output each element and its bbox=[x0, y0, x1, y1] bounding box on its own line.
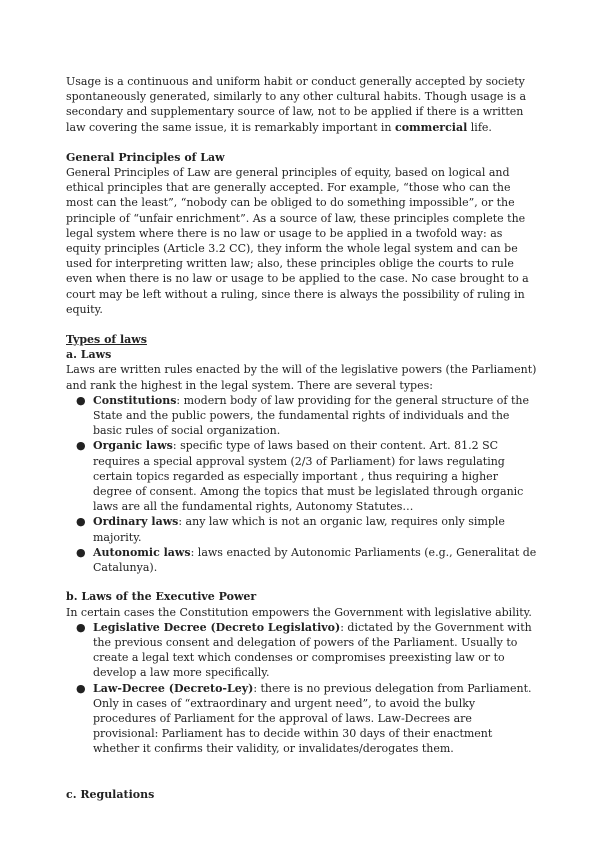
list-item bbox=[76, 393, 540, 439]
list-item-term: Autonomic laws bbox=[93, 545, 191, 559]
list-item-term: Constitutions bbox=[93, 393, 177, 407]
regulations-subheading: c. Regulations bbox=[66, 787, 155, 801]
list-item-term: Organic laws bbox=[93, 439, 173, 453]
bullet-icon: ● bbox=[76, 393, 86, 407]
bullet-icon: ● bbox=[76, 515, 86, 529]
executive-subheading: b. Laws of the Executive Power bbox=[66, 590, 257, 604]
laws-subheading: a. Laws bbox=[66, 348, 112, 362]
usage-paragraph bbox=[66, 74, 540, 135]
list-item bbox=[76, 438, 540, 514]
general-principles-heading: General Principles of Law bbox=[66, 150, 225, 164]
list-item-term: Ordinary laws bbox=[93, 515, 179, 529]
usage-text-end: life. bbox=[467, 120, 492, 134]
list-item-text: : modern body of law providing for the general structure of the State and the public powers, the fundamental rights of individuals and the basic rules of social organization. bbox=[93, 393, 529, 438]
list-item bbox=[76, 545, 540, 575]
list-item-text: : dictated by the Government with the previous consent and delegation of powers of the Parliament. Usually to create a legal text which condenses or compromises preexisting law or to develop a law more specifically. bbox=[93, 620, 532, 680]
list-item bbox=[76, 514, 540, 544]
list-item-text: : specific type of laws based on their content. Art. 81.2 SC requires a special approval system (2/3 of Parliament) for laws regulating certain topics regarded as especially important , thus requiring a higher degree of consent. Among the topics that must be legislated through organic laws are all the fundamental rights, Autonomy Statutes… bbox=[93, 439, 524, 514]
list-item-term: Legislative Decree (Decreto Legislativo) bbox=[93, 620, 341, 634]
executive-list bbox=[66, 620, 540, 757]
laws-intro: Laws are written rules enacted by the will of the legislative powers (the Parliament) and rank the highest in the legal system. There are several types: bbox=[66, 363, 537, 392]
bullet-icon: ● bbox=[76, 439, 86, 453]
types-of-laws-heading: Types of laws bbox=[66, 333, 147, 347]
list-item bbox=[76, 681, 540, 757]
bullet-icon: ● bbox=[76, 620, 86, 634]
usage-bold-term: commercial bbox=[395, 120, 468, 134]
executive-intro: In certain cases the Constitution empowers the Government with legislative ability. bbox=[66, 605, 532, 619]
bullet-icon: ● bbox=[76, 681, 86, 695]
usage-text: Usage is a continuous and uniform habit or conduct generally accepted by society spontaneously generated, similarly to any other cultural habits. Though usage is a secondary and supplementary source of law, not to be applied if there is a written law covering the same issue, it is remarkably important in bbox=[66, 75, 527, 134]
list-item-text: : there is no previous delegation from Parliament. Only in cases of “extraordinary and urgent need”, to avoid the bulky procedures of Parliament for the approval of laws. Law-Decrees are provisional: Parliament has to decide within 30 days of their enactment whether it confirms their validity, or invalidates/derogates them. bbox=[93, 681, 532, 756]
list-item-text: : any law which is not an organic law, requires only simple majority. bbox=[93, 515, 505, 544]
list-item-term: Law-Decree (Decreto-Ley) bbox=[93, 681, 254, 695]
laws-list bbox=[66, 393, 540, 575]
list-item-text: : laws enacted by Autonomic Parliaments (e.g., Generalitat de Catalunya). bbox=[93, 545, 537, 575]
list-item bbox=[76, 620, 540, 681]
general-principles-body: General Principles of Law are general principles of equity, based on logical and ethical principles that are generally accepted. For example, “those who can the most can the least”, “nobody can be obliged to do something impossible”, or the principle of “unfair enrichment”. As a source of law, these principles complete the legal system where there is no law or usage to be applied in a twofold way: as equity principles (Article 3.2 CC), they inform the whole legal system and can be used for interpreting written law; also, these principles oblige the courts to rule even when there is no law or usage to be applied to the case. No case brought to a court may be left without a ruling, since there is always the possibility of ruling in equity. bbox=[66, 166, 529, 316]
bullet-icon: ● bbox=[76, 545, 86, 559]
